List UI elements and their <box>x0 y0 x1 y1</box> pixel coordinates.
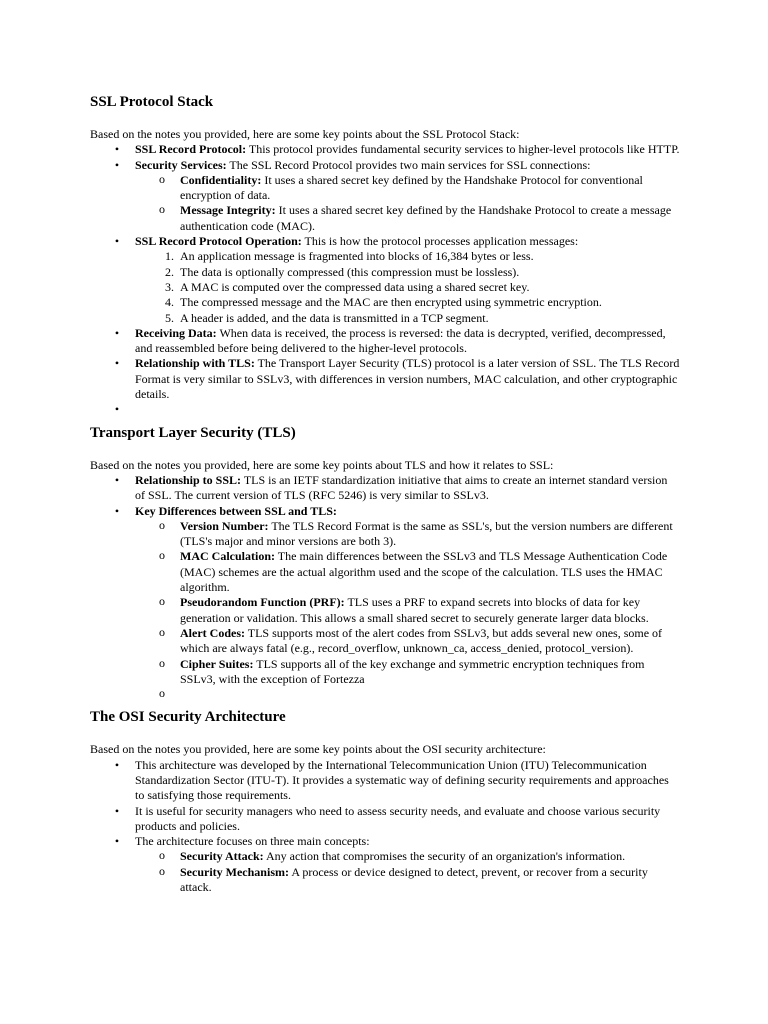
circle-bullet-icon: o <box>159 848 165 863</box>
list-item: o Confidentiality: It uses a shared secret key defined by the Handshake Protocol for conventional encryption of data. <box>159 171 643 203</box>
intro-ssl: Based on the notes you provided, here are some key points about the SSL Protocol Stack: <box>90 127 520 141</box>
intro-osi: Based on the notes you provided, here are some key points about the OSI security architecture: <box>90 742 546 757</box>
list-item: • Receiving Data: When data is received, the process is reversed: the data is decrypted, verified, decompressed, and reassembled before being delivered to the higher-level protocols. <box>90 326 680 357</box>
list-item: o Message Integrity: It uses a shared secret key defined by the Handshake Protocol to create a message authentication code (MAC). <box>159 202 672 233</box>
bullet-icon: • <box>114 325 120 340</box>
bullet-icon: • <box>114 503 120 518</box>
bullet-icon: • <box>114 356 120 371</box>
list-item: • Security Services: The SSL Record Protocol provides two main services for SSL connections: o Confidentiality: It uses a shared secret key defined by the Handshake Protocol for conventional encryption of data. o Message Integrity: It uses a shared secret key defined by the Handshake Protocol to create a message authentication code (MAC). <box>90 158 680 234</box>
key-differences-list <box>135 519 680 703</box>
list-item: 2. The data is optionally compressed (this compression must be lossless). <box>165 264 520 279</box>
list-item: 1. An application message is fragmented into blocks of 16,384 bytes or less. <box>165 249 534 264</box>
osi-concepts-list <box>135 849 680 895</box>
circle-bullet-icon: o <box>159 624 165 639</box>
circle-bullet-icon: o <box>159 548 165 563</box>
list-item: • It is useful for security managers who need to assess security needs, and evaluate and choose various security products and policies. <box>90 804 680 835</box>
document-content <box>90 92 680 895</box>
list-item: 4. The compressed message and the MAC are then encrypted using symmetric encryption. <box>165 295 602 310</box>
bullet-icon: • <box>114 157 120 172</box>
bullet-icon: • <box>114 402 120 417</box>
list-item: • SSL Record Protocol: This protocol provides fundamental security services to higher-level protocols like HTTP. <box>90 142 680 157</box>
intro-tls: Based on the notes you provided, here are some key points about TLS and how it relates to SSL: <box>90 457 554 472</box>
list-item: o MAC Calculation: The main differences between the SSLv3 and TLS Message Authentication Code (MAC) schemes are the actual algorithm used and the scope of the calculation. TLS uses the HMAC algorithm. <box>159 548 668 595</box>
empty-list-item <box>135 687 680 702</box>
list-item: o Cipher Suites: TLS supports all of the key exchange and symmetric encryption techniques from SSLv3, with the exception of Fortezza <box>159 655 645 686</box>
list-item: o Alert Codes: TLS supports most of the alert codes from SSLv3, but adds several new ones, some of which are always fatal (e.g., record_overflow, unknown_ca, access_denied, protocol_version). <box>159 624 663 656</box>
list-item: 5. A header is added, and the data is transmitted in a TCP segment. <box>165 310 489 325</box>
list-item: o Security Mechanism: A process or device designed to detect, prevent, or recover from a security attack. <box>159 863 648 895</box>
security-services-list <box>135 173 680 234</box>
heading-osi-security-architecture: The OSI Security Architecture <box>90 709 286 726</box>
circle-bullet-icon: o <box>159 594 165 609</box>
circle-bullet-icon: o <box>159 202 165 217</box>
list-item: • Relationship with TLS: The Transport Layer Security (TLS) protocol is a later version of SSL. The TLS Record Format is very similar to SSLv3, with differences in version numbers, MAC calculation, and other cryptographic details. <box>90 356 680 402</box>
circle-bullet-icon: o <box>159 863 165 878</box>
list-item: o Security Attack: Any action that compromises the security of an organization's information. <box>159 848 626 864</box>
list-item: • Relationship to SSL: TLS is an IETF standardization initiative that aims to create an internet standard version of SSL. The current version of TLS (RFC 5246) is very similar to SSLv3. <box>90 473 680 504</box>
list-item: o Pseudorandom Function (PRF): TLS uses a PRF to expand secrets into blocks of data for key generation or validation. This allows a small shared secret to securely generate larger data blocks. <box>159 594 649 625</box>
list-item: • SSL Record Protocol Operation: This is how the protocol processes application messages: 1. An application message is fragmented into blocks of 16,384 bytes or less. 2. The data is optionally compressed (this compression must be lossless). 3. A MAC is computed over the compressed data using a shared secret key. 4. The compressed message and the MAC are then encrypted using symmetric encryption. 5. A header is added, and the data is transmitted in a TCP segment. <box>90 234 680 326</box>
bullet-icon: • <box>114 234 120 249</box>
osi-points-list <box>90 758 680 896</box>
circle-bullet-icon: o <box>159 517 165 532</box>
list-item: • This architecture was developed by the International Telecommunication Union (ITU) Telecommunication Standardization Sector (ITU-T). It provides a systematic way of defining security requirements and approaches to satisfying those requirements. <box>90 758 680 804</box>
tls-points-list <box>90 473 680 702</box>
bullet-icon: • <box>114 472 120 487</box>
empty-list-item <box>90 402 680 417</box>
list-item: • Key Differences between SSL and TLS: o Version Number: The TLS Record Format is the same as SSL's, but the version numbers are different (TLS's major and minor versions are both 3). o MAC Calculation: The main differences between the SSLv3 and TLS Message Authentication Code (MAC) schemes are the actual algorithm used and the scope of the calculation. TLS uses the HMAC algorithm. o Pseudorandom Function (PRF): TLS uses a PRF to expand secrets into blocks of data for key generation or validation. This allows a small shared secret to securely generate larger data blocks. o Alert Codes: TLS supports most of the alert codes from SSLv3, but adds several new ones, some of which are always fatal (e.g., record_overflow, unknown_ca, access_denied, protocol_version). o Cipher Suites: TLS supports all of the key exchange and symmetric encryption techniques from SSLv3, with the exception of Fortezza o <box>90 504 680 703</box>
circle-bullet-icon: o <box>159 171 165 186</box>
list-item: o Version Number: The TLS Record Format is the same as SSL's, but the version numbers are different (TLS's major and minor versions are both 3). <box>159 517 673 549</box>
bullet-icon: • <box>114 757 120 772</box>
ssl-points-list <box>90 142 680 417</box>
bullet-icon: • <box>114 142 120 157</box>
heading-ssl-protocol-stack: SSL Protocol Stack <box>90 94 214 110</box>
list-item: • The architecture focuses on three main concepts: o Security Attack: Any action that compromises the security of an organization's information. o Security Mechanism: A process or device designed to detect, prevent, or recover from a security attack. <box>90 834 680 895</box>
bullet-icon: • <box>114 834 120 849</box>
circle-bullet-icon: o <box>159 655 165 670</box>
circle-bullet-icon: o <box>159 686 165 701</box>
heading-tls: Transport Layer Security (TLS) <box>90 424 296 441</box>
operation-steps-list <box>135 249 680 325</box>
list-item: 3. A MAC is computed over the compressed data using a shared secret key. <box>165 279 530 294</box>
bullet-icon: • <box>114 803 120 818</box>
